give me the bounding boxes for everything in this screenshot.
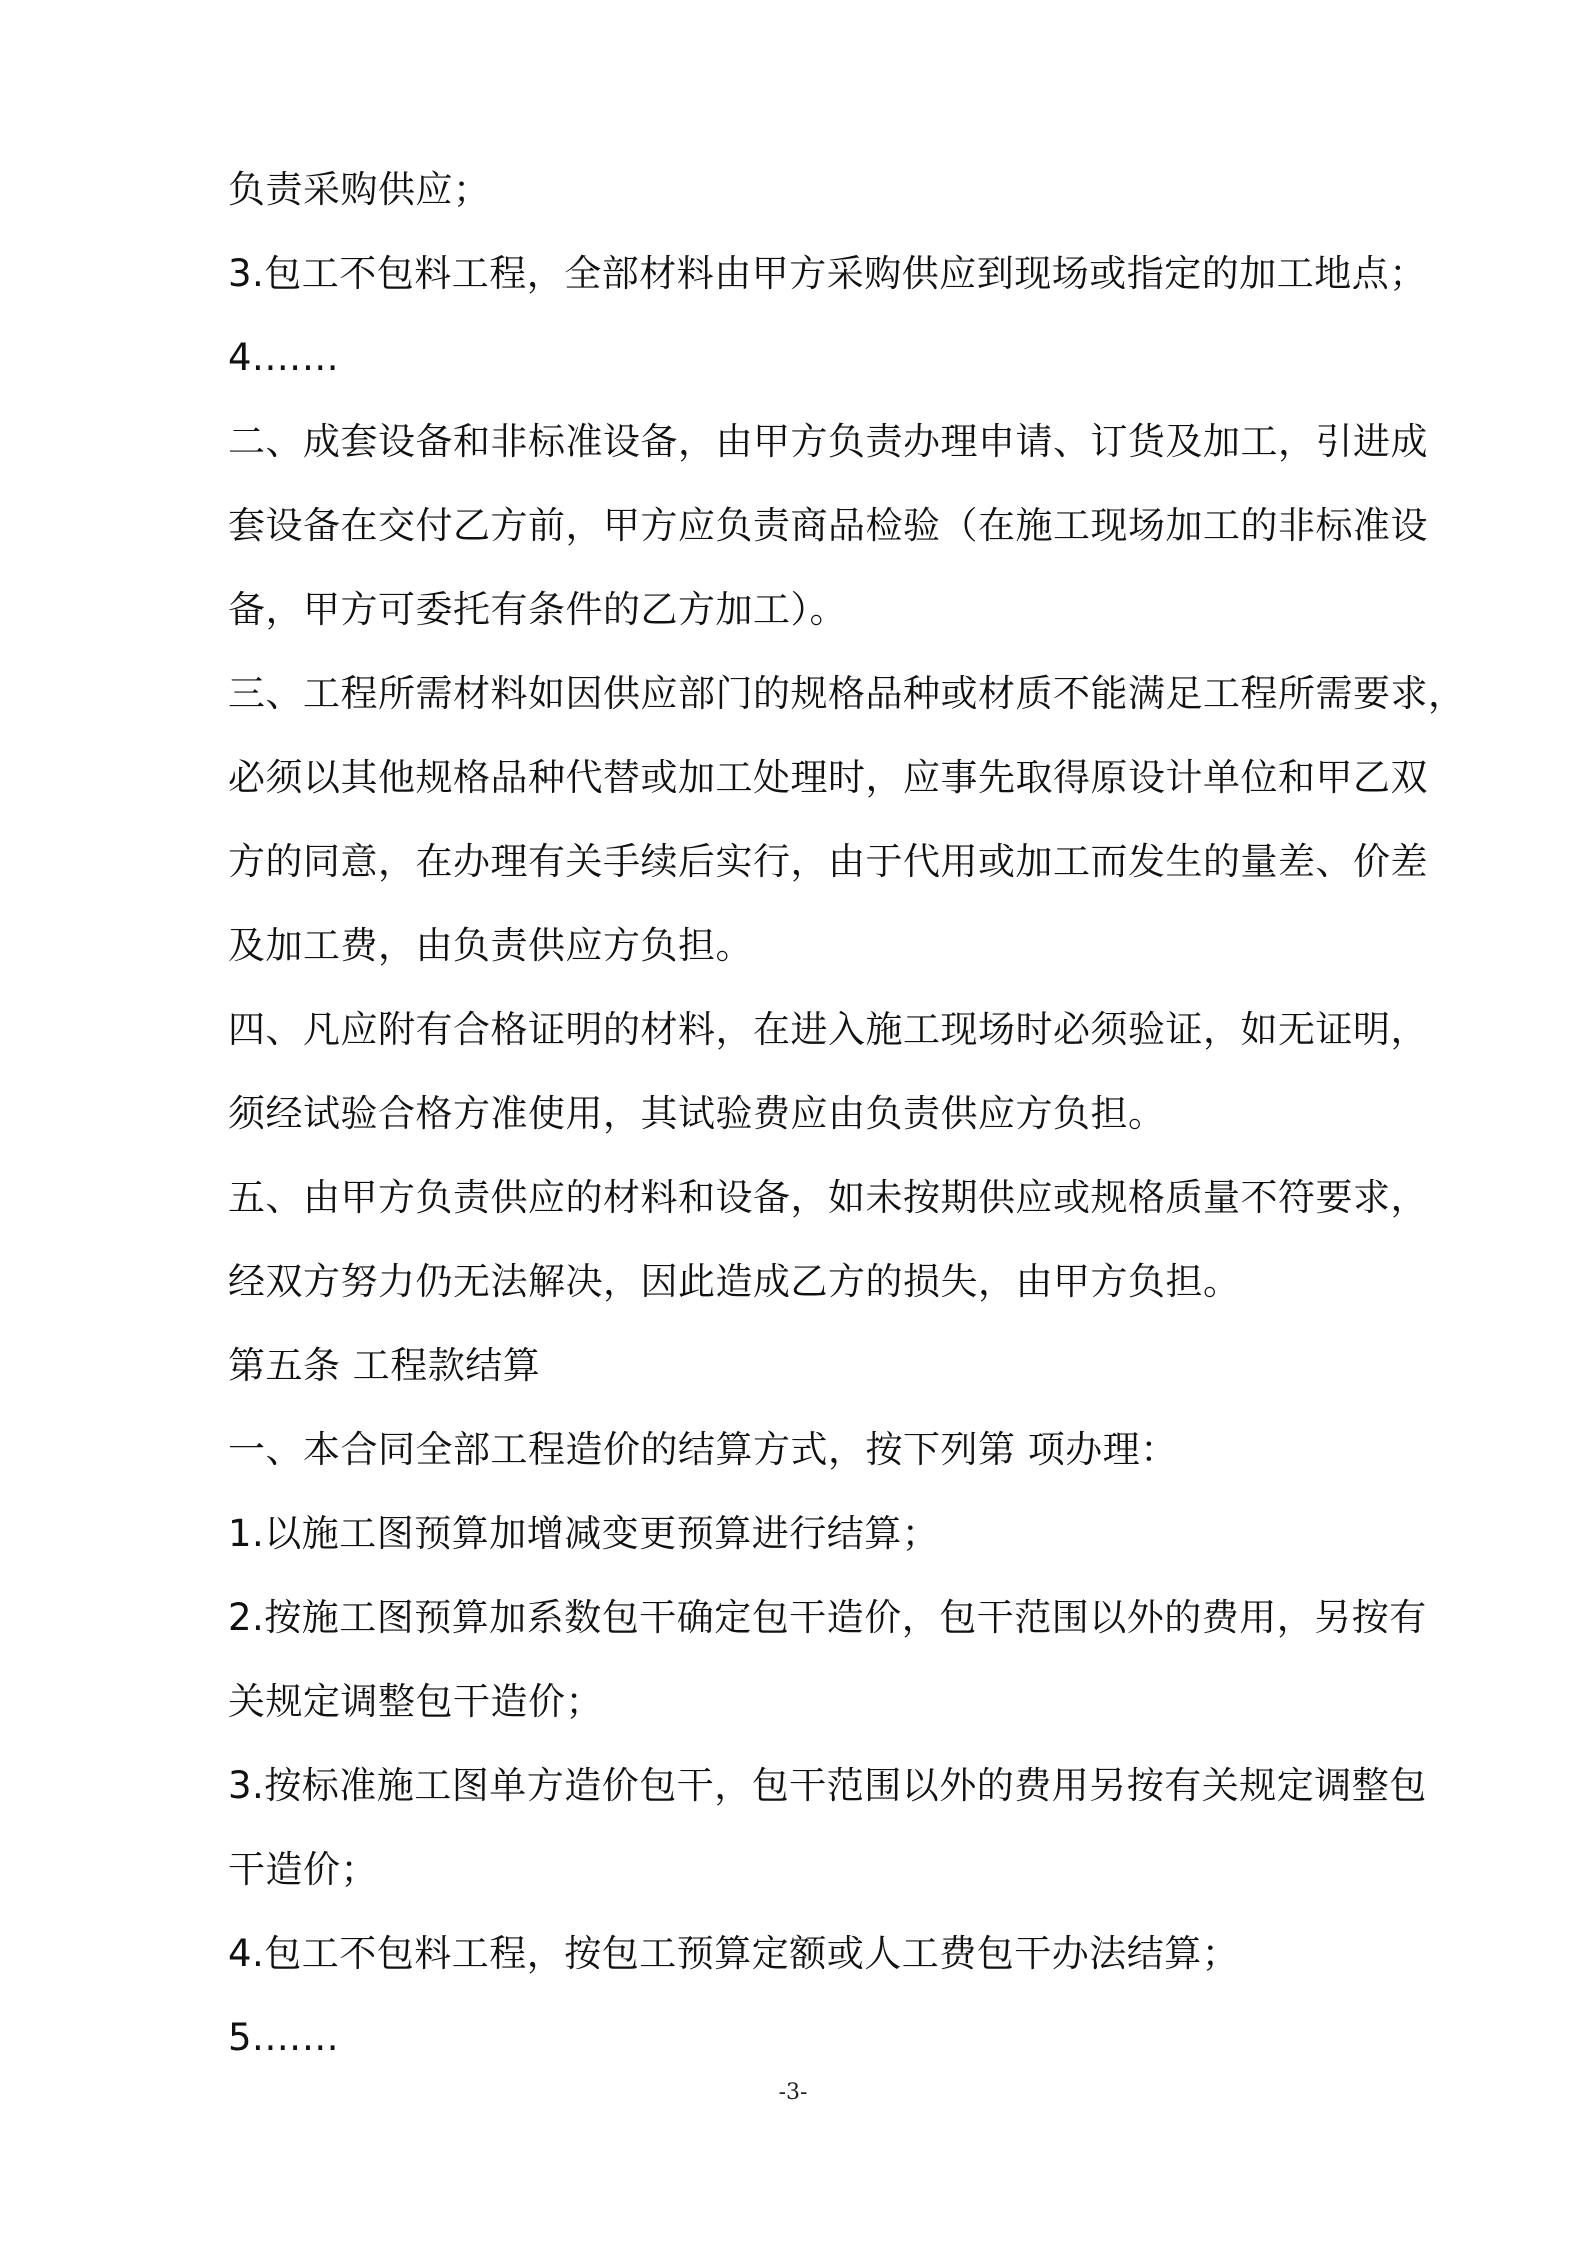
body-text — [228, 148, 1466, 2080]
text-line: 1.以施工图预算加增减变更预算进行结算； — [228, 1512, 940, 1555]
text-line: 3.按标准施工图单方造价包干，包干范围以外的费用另按有关规定调整包 — [228, 1764, 1427, 1807]
text-line: 3.包工不包料工程，全部材料由甲方采购供应到现场或指定的加工地点； — [228, 252, 1427, 295]
text-line: 必须以其他规格品种代替或加工处理时，应事先取得原设计单位和甲乙双 — [228, 756, 1428, 799]
text-line: 4.包工不包料工程，按包工预算定额或人工费包干办法结算； — [228, 1932, 1240, 1975]
text-line: 二、成套设备和非标准设备，由甲方负责办理申请、订货及加工，引进成 — [228, 420, 1428, 463]
text-line: 一、本合同全部工程造价的结算方式，按下列第 项办理： — [228, 1428, 1178, 1471]
text-line: 经双方努力仍无法解决，因此造成乙方的损失，由甲方负担。 — [228, 1260, 1241, 1303]
text-line: 五、由甲方负责供应的材料和设备，如未按期供应或规格质量不符要求， — [228, 1176, 1428, 1219]
text-line: 5.…… — [228, 2016, 340, 2059]
text-line: 须经试验合格方准使用，其试验费应由负责供应方负担。 — [228, 1092, 1166, 1135]
text-line: 4.…… — [228, 336, 340, 379]
text-line: 方的同意，在办理有关手续后实行，由于代用或加工而发生的量差、价差 — [228, 840, 1428, 883]
text-line: 2.按施工图预算加系数包干确定包干造价，包干范围以外的费用，另按有 — [228, 1596, 1427, 1639]
text-line: 关规定调整包干造价； — [228, 1680, 603, 1723]
section-heading: 第五条 工程款结算 — [228, 1344, 541, 1387]
text-line: 套设备在交付乙方前，甲方应负责商品检验（在施工现场加工的非标准设 — [228, 504, 1428, 547]
text-line: 及加工费，由负责供应方负担。 — [228, 924, 753, 967]
text-line: 负责采购供应； — [228, 168, 491, 211]
text-line: 干造价； — [228, 1848, 378, 1891]
page-number: -3- — [778, 2080, 808, 2105]
text-line: 四、凡应附有合格证明的材料，在进入施工现场时必须验证，如无证明， — [228, 1008, 1428, 1051]
text-line: 三、工程所需材料如因供应部门的规格品种或材质不能满足工程所需要求， — [228, 672, 1466, 715]
text-line: 备，甲方可委托有条件的乙方加工）。 — [228, 588, 847, 631]
